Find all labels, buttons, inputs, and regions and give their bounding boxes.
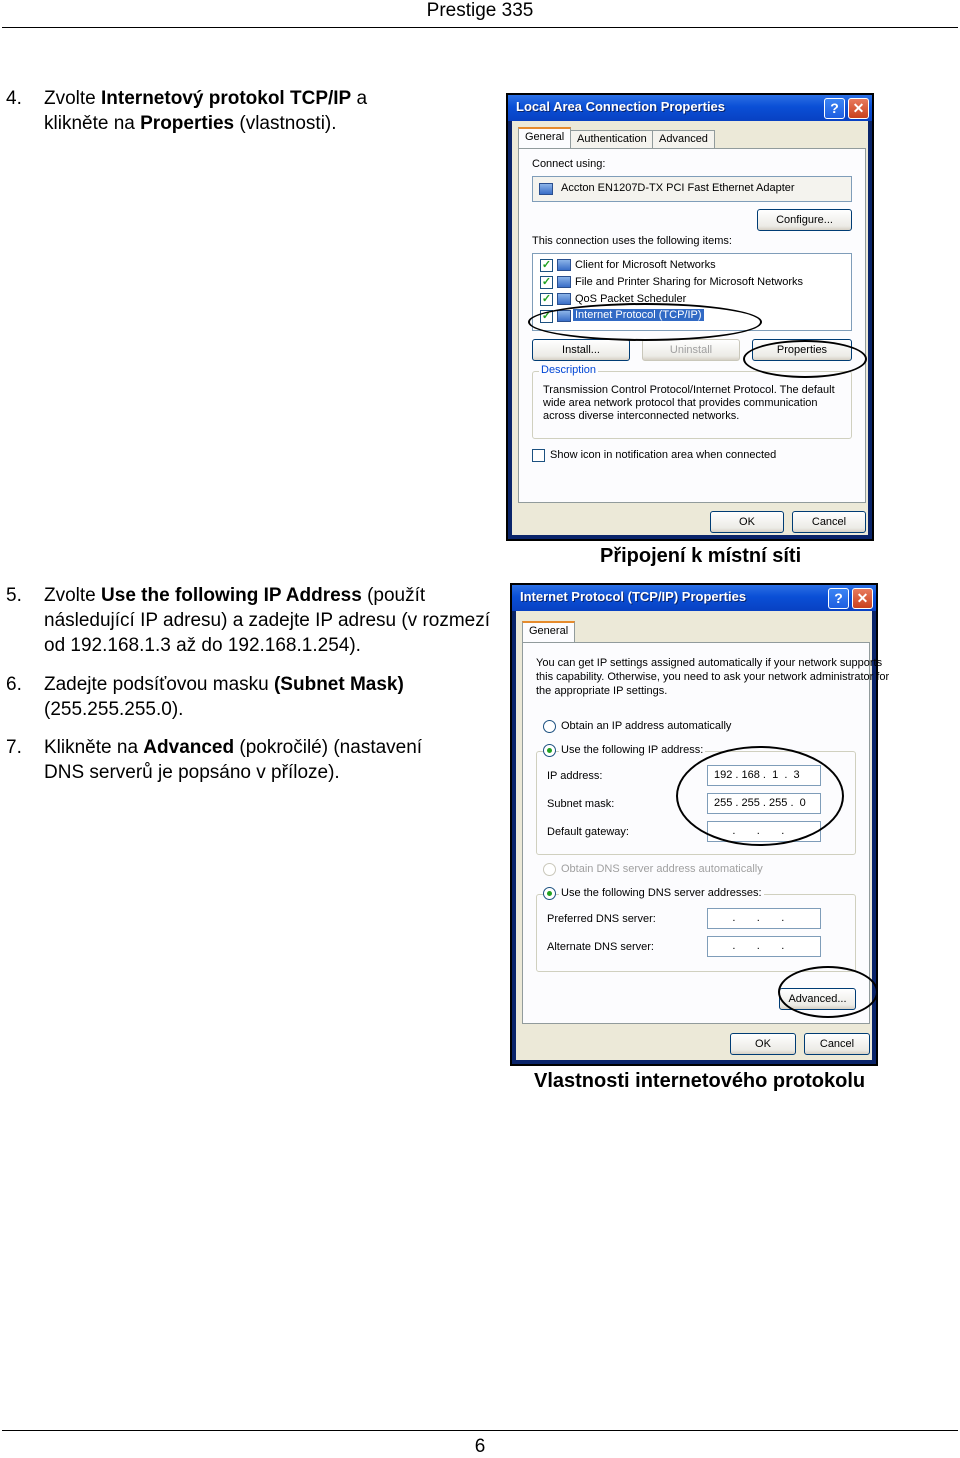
highlight-oval-tcpip (528, 303, 762, 341)
highlight-oval-advanced (778, 966, 878, 1018)
highlight-oval-ip-mask (676, 746, 844, 846)
alternate-dns-label: Alternate DNS server: (547, 941, 654, 953)
show-icon-label: Show icon in notification area when connected (550, 449, 777, 461)
close-icon[interactable]: ✕ (848, 98, 869, 119)
configure-button[interactable]: Configure... (757, 209, 852, 231)
list-item[interactable] (533, 258, 851, 274)
cancel-button[interactable]: Cancel (792, 511, 866, 533)
dialog-title: Local Area Connection Properties (516, 99, 726, 114)
step-number: 6. (6, 674, 22, 695)
list-item-label: Internet Protocol (TCP/IP) (575, 309, 702, 321)
obtain-ip-label: Obtain an IP address automatically (561, 720, 732, 732)
client-icon (557, 259, 571, 271)
ok-button[interactable]: OK (730, 1033, 796, 1055)
step-text: Zadejte podsíťovou masku (Subnet Mask) (255.255.255.0). (44, 674, 404, 720)
alternate-dns-input[interactable]: . . . (707, 936, 821, 957)
title-bar (512, 585, 876, 611)
list-item-label: Client for Microsoft Networks (575, 259, 716, 271)
obtain-dns-radio[interactable] (543, 863, 556, 876)
highlight-oval-properties (743, 340, 867, 378)
step-text: Klikněte na Advanced (pokročilé) (nastavení DNS serverů je popsáno v příloze). (44, 737, 423, 783)
step-number: 4. (6, 88, 22, 109)
caption-lan: Připojení k místní síti (600, 545, 802, 567)
step-number: 7. (6, 737, 22, 758)
uninstall-button[interactable]: Uninstall (642, 339, 740, 361)
step-text: Zvolte Internetový protokol TCP/IP a klikněte na Properties (vlastnosti). (44, 88, 368, 134)
description-label: Description (541, 364, 597, 376)
connect-using-label: Connect using: (532, 158, 606, 170)
help-icon[interactable]: ? (824, 98, 845, 119)
use-ip-label: Use the following IP address: (561, 744, 704, 756)
use-dns-label: Use the following DNS server addresses: (561, 887, 762, 899)
list-item-label: QoS Packet Scheduler (575, 293, 687, 305)
cancel-button[interactable]: Cancel (804, 1033, 870, 1055)
tab-authentication[interactable]: Authentication (570, 130, 654, 149)
dns-group (536, 887, 856, 972)
ip-address-label: IP address: (547, 770, 603, 782)
obtain-dns-label: Obtain DNS server address automatically (561, 863, 763, 875)
intro-line: the appropriate IP settings. (536, 685, 668, 697)
service-icon (557, 276, 571, 288)
checkbox[interactable]: ✓ (541, 276, 552, 288)
caption-tcpip: Vlastnosti internetového protokolu (534, 1070, 866, 1092)
obtain-ip-radio[interactable] (543, 720, 556, 733)
default-gateway-input[interactable]: . . . (707, 821, 821, 842)
default-gateway-label: Default gateway: (547, 826, 629, 838)
use-dns-radio[interactable] (543, 887, 556, 900)
list-item-label: File and Printer Sharing for Microsoft Networks (575, 276, 804, 288)
tab-advanced[interactable]: Advanced (652, 130, 715, 149)
description-line: wide area network protocol that provides communication (543, 397, 818, 409)
network-adapter-icon (539, 183, 553, 195)
list-item[interactable] (533, 275, 851, 291)
ip-address-input[interactable]: 192 . 168 . 1 . 3 (707, 765, 821, 786)
title-bar (508, 95, 872, 121)
checkbox[interactable]: ✓ (541, 310, 552, 322)
ok-button[interactable]: OK (710, 511, 784, 533)
header-rule (2, 27, 958, 28)
show-icon-checkbox[interactable] (532, 449, 545, 462)
help-icon[interactable]: ? (828, 588, 849, 609)
checkbox[interactable]: ✓ (541, 293, 552, 305)
install-button[interactable]: Install... (532, 339, 630, 361)
properties-button[interactable]: Properties (752, 339, 852, 361)
step-text: Zvolte Use the following IP Address (použít následující IP adresu) a zadejte IP adresu (v rozmezí od 192.168.1.3 až do 192.168.1.254). (44, 585, 491, 656)
description-line: across diverse interconnected networks. (543, 410, 740, 422)
footer-rule (2, 1430, 958, 1431)
preferred-dns-label: Preferred DNS server: (547, 913, 656, 925)
preferred-dns-input[interactable]: . . . (707, 908, 821, 929)
advanced-button[interactable]: Advanced... (779, 988, 856, 1010)
dialog-title: Internet Protocol (TCP/IP) Properties (520, 589, 747, 604)
subnet-mask-label: Subnet mask: (547, 798, 615, 810)
description-group (532, 364, 852, 439)
page-number: 6 (474, 1436, 486, 1457)
tab-general[interactable]: General (518, 127, 571, 149)
adapter-field (532, 176, 852, 202)
checkbox[interactable]: ✓ (541, 259, 552, 271)
step-number: 5. (6, 585, 22, 606)
description-line: Transmission Control Protocol/Internet Protocol. The default (543, 384, 835, 396)
tab-general[interactable]: General (522, 621, 575, 643)
intro-line: this capability. Otherwise, you need to ask your network administrator for (536, 671, 890, 683)
adapter-name: Accton EN1207D-TX PCI Fast Ethernet Adapter (561, 182, 795, 194)
document-header-title: Prestige 335 (426, 0, 534, 21)
intro-line: You can get IP settings assigned automatically if your network supports (536, 657, 883, 669)
close-icon[interactable]: ✕ (852, 588, 873, 609)
items-label: This connection uses the following items: (532, 235, 732, 247)
use-ip-radio[interactable] (543, 744, 556, 757)
service-icon (557, 293, 571, 305)
subnet-mask-input[interactable]: 255 . 255 . 255 . 0 (707, 793, 821, 814)
